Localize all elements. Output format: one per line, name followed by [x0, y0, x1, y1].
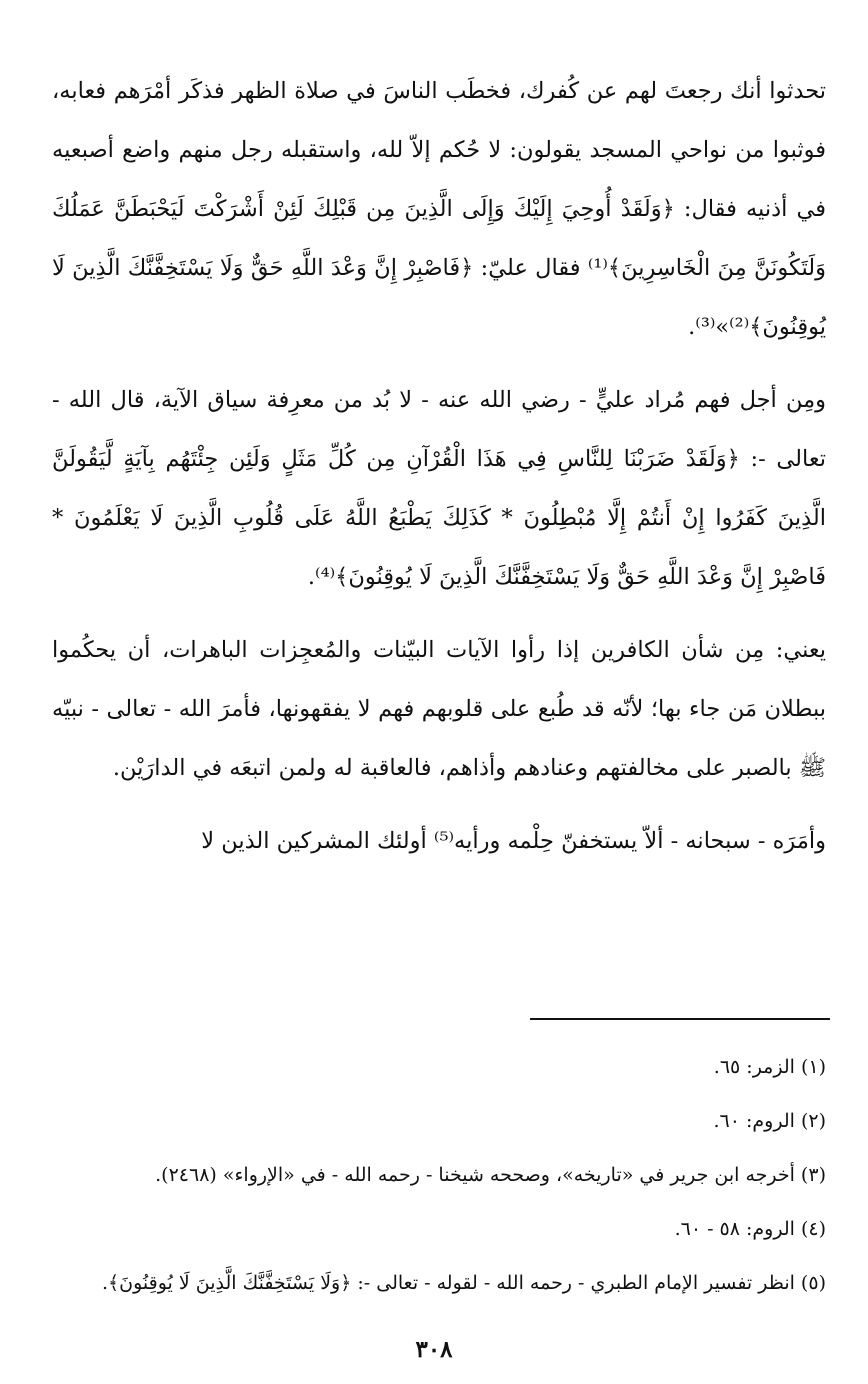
footnote-1: (١) الزمر: ٦٥. — [713, 1056, 826, 1078]
page-number: ٣٠٨ — [415, 1336, 453, 1363]
footnote-3: (٣) أخرجه ابن جرير في «تاريخه»، وصححه شيخنا - رحمه الله - في «الإرواء» (٢٤٦٨). — [155, 1164, 826, 1186]
footnotes — [40, 1040, 826, 1310]
main-text — [52, 62, 826, 871]
footnote-divider — [530, 1018, 830, 1020]
paragraph-1: تحدثوا أنك رجعتَ لهم عن كُفرك، فخطَب الناسَ في صلاة الظهر فذكَر أمْرَهم فعابه، فوثبوا من نواحي المسجد يقولون: لا حُكم إلاّ لله، واستقبله رجل منهم واضع أصبعيه في أذنيه فقال: ﴿وَلَقَدْ أُوحِيَ إِلَيْكَ وَإِلَى الَّذِينَ مِن قَبْلِكَ لَئِنْ أَشْرَكْتَ لَيَحْبَطَنَّ عَمَلُكَ وَلَتَكُونَنَّ مِنَ الْخَاسِرِينَ﴾⁽¹⁾ فقال عليّ: ﴿فَاصْبِرْ إِنَّ وَعْدَ اللَّهِ حَقٌّ وَلَا يَسْتَخِفَّنَّكَ الَّذِينَ لَا يُوقِنُونَ﴾⁽²⁾»⁽³⁾. — [52, 78, 826, 340]
footnote-5: (٥) انظر تفسير الإمام الطبري - رحمه الله - لقوله - تعالى -: ﴿وَلَا يَسْتَخِفَّنَّكَ الَّذِينَ لَا يُوقِنُونَ﴾. — [101, 1272, 826, 1294]
footnote-2: (٢) الروم: ٦٠. — [713, 1110, 826, 1132]
paragraph-4: وأمَرَه - سبحانه - ألاّ يستخفنّ حِلْمه ورأيه⁽⁵⁾ أولئك المشركين الذين لا — [201, 828, 826, 854]
footnote-4: (٤) الروم: ٥٨ - ٦٠. — [674, 1218, 826, 1240]
paragraph-3: يعني: مِن شأن الكافرين إذا رأوا الآيات البيّنات والمُعجِزات الباهرات، أن يحكُموا ببطلان مَن جاء بها؛ لأنّه قد طُبع على قلوبهم فهم لا يفقهونها، فأمرَ الله - تعالى - نبيّه ﷺ بالصبر على مخالفتهم وعنادهم وأذاهم، فالعاقبة له ولمن اتبعَه في الدارَيْن. — [52, 637, 826, 781]
paragraph-2: ومِن أجل فهم مُراد عليٍّ - رضي الله عنه - لا بُد من معرِفة سياق الآية، قال الله - تعالى -: ﴿وَلَقَدْ ضَرَبْنَا لِلنَّاسِ فِي هَذَا الْقُرْآنِ مِن كُلِّ مَثَلٍ وَلَئِن جِئْتَهُم بِآيَةٍ لَّيَقُولَنَّ الَّذِينَ كَفَرُوا إِنْ أَنتُمْ إِلَّا مُبْطِلُونَ * كَذَلِكَ يَطْبَعُ اللَّهُ عَلَى قُلُوبِ الَّذِينَ لَا يَعْلَمُونَ * فَاصْبِرْ إِنَّ وَعْدَ اللَّهِ حَقٌّ وَلَا يَسْتَخِفَّنَّكَ الَّذِينَ لَا يُوقِنُونَ﴾⁽⁴⁾. — [52, 387, 826, 590]
